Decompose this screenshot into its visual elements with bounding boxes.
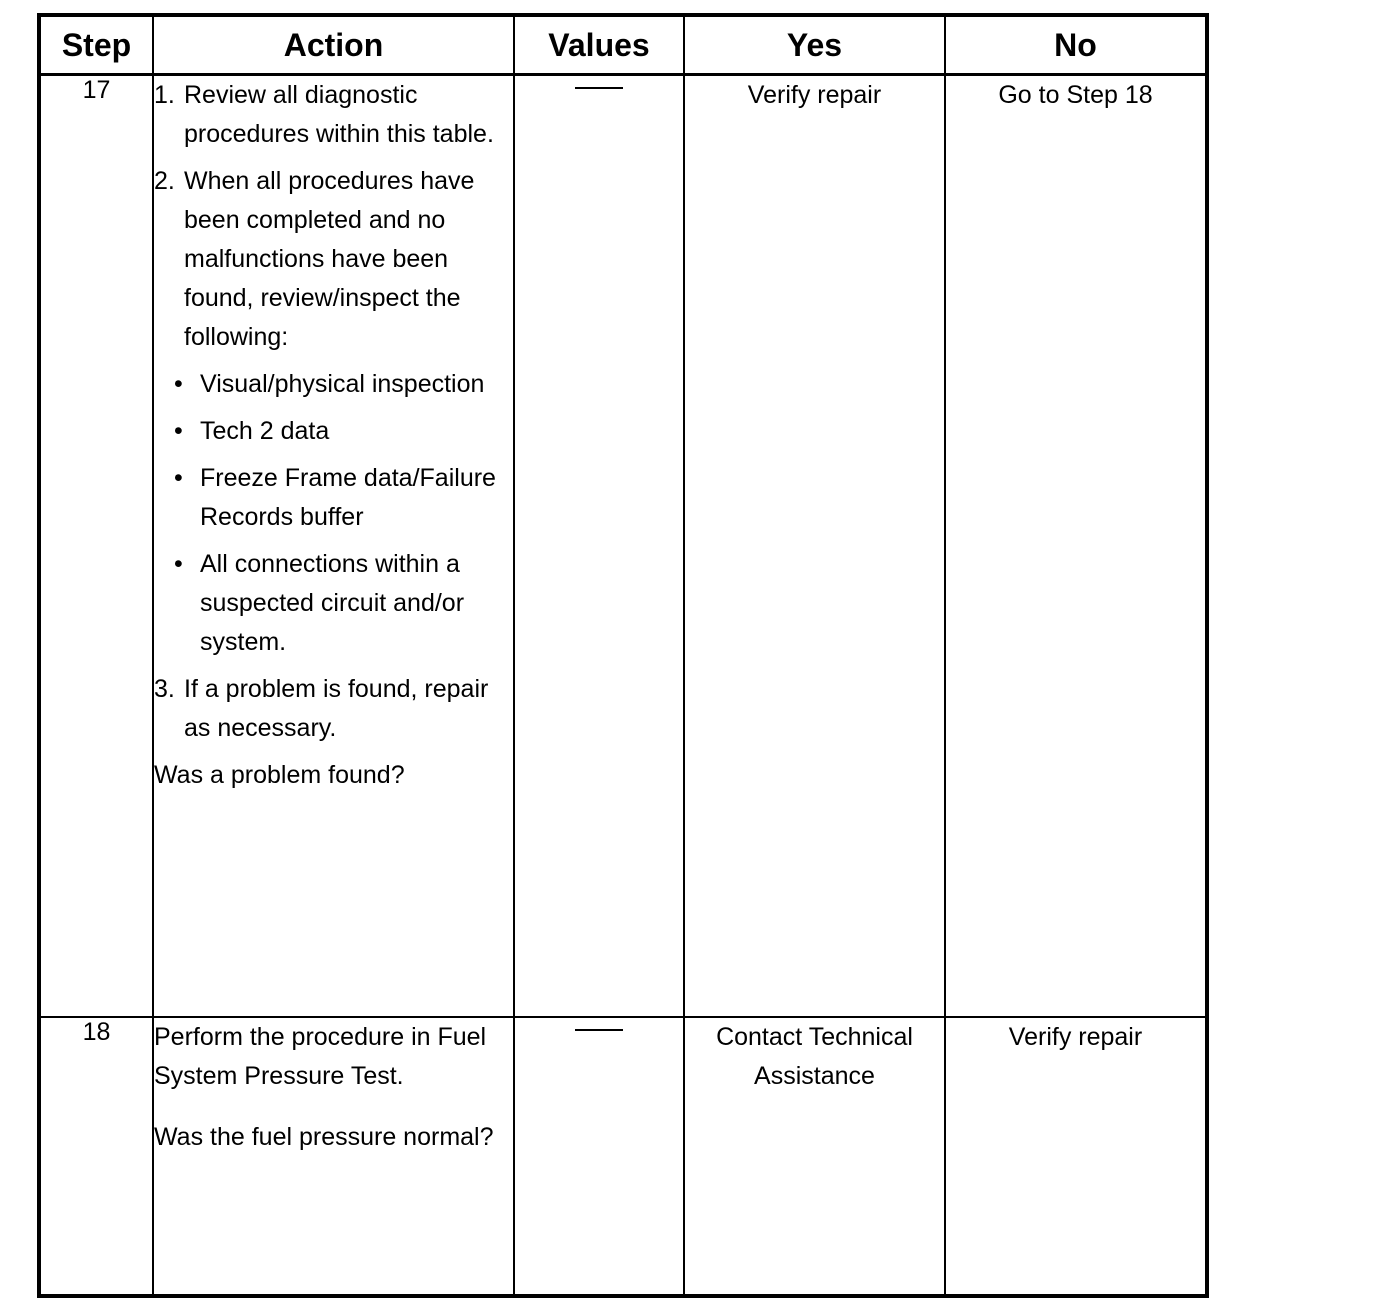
yes-outcome: Contact Technical Assistance — [684, 1017, 945, 1296]
item-number: 1. — [154, 81, 175, 109]
action-item — [154, 162, 513, 357]
bullet-item: • All connections within a suspected circuit and/or system. — [174, 545, 513, 662]
action-question: Was a problem found? — [154, 761, 405, 789]
header-no: No — [945, 15, 1207, 75]
values-cell — [514, 75, 684, 1018]
action-question: Was the fuel pressure normal? — [154, 1123, 494, 1151]
values-cell — [514, 1017, 684, 1296]
step-number: 17 — [39, 75, 153, 1018]
header-yes: Yes — [684, 15, 945, 75]
item-text: Review all diagnostic procedures within this table. — [184, 81, 494, 148]
item-number: 2. — [154, 167, 175, 195]
bullet-item: • Tech 2 data — [174, 412, 513, 451]
item-number: 3. — [154, 675, 175, 703]
header-step: Step — [39, 15, 153, 75]
bullet-icon: • — [174, 464, 183, 492]
header-action: Action — [153, 15, 514, 75]
bullet-list — [174, 365, 513, 662]
bullet-item: • Visual/physical inspection — [174, 365, 513, 404]
dash-mark — [575, 1029, 623, 1031]
bullet-icon: • — [174, 370, 183, 398]
bullet-icon: • — [174, 417, 183, 445]
header-values: Values — [514, 15, 684, 75]
step-number: 18 — [39, 1017, 153, 1296]
action-item — [154, 76, 513, 154]
action-text: Perform the procedure in Fuel System Pressure Test. — [154, 1023, 487, 1090]
action-cell — [153, 1017, 514, 1296]
action-item — [154, 670, 513, 748]
dash-mark — [575, 87, 623, 89]
table-row-step-17 — [39, 75, 1207, 1018]
no-outcome: Go to Step 18 — [945, 75, 1207, 1018]
item-text: When all procedures have been completed and no malfunctions have been found, review/inspect the following: — [184, 167, 475, 351]
no-outcome: Verify repair — [945, 1017, 1207, 1296]
header-row — [39, 15, 1207, 75]
table-row-step-18 — [39, 1017, 1207, 1296]
bullet-icon: • — [174, 550, 183, 578]
yes-outcome: Verify repair — [684, 75, 945, 1018]
action-cell — [153, 75, 514, 1018]
bullet-item: • Freeze Frame data/Failure Records buffer — [174, 459, 513, 537]
diagnostic-table — [37, 13, 1209, 1298]
item-text: If a problem is found, repair as necessary. — [184, 675, 489, 742]
